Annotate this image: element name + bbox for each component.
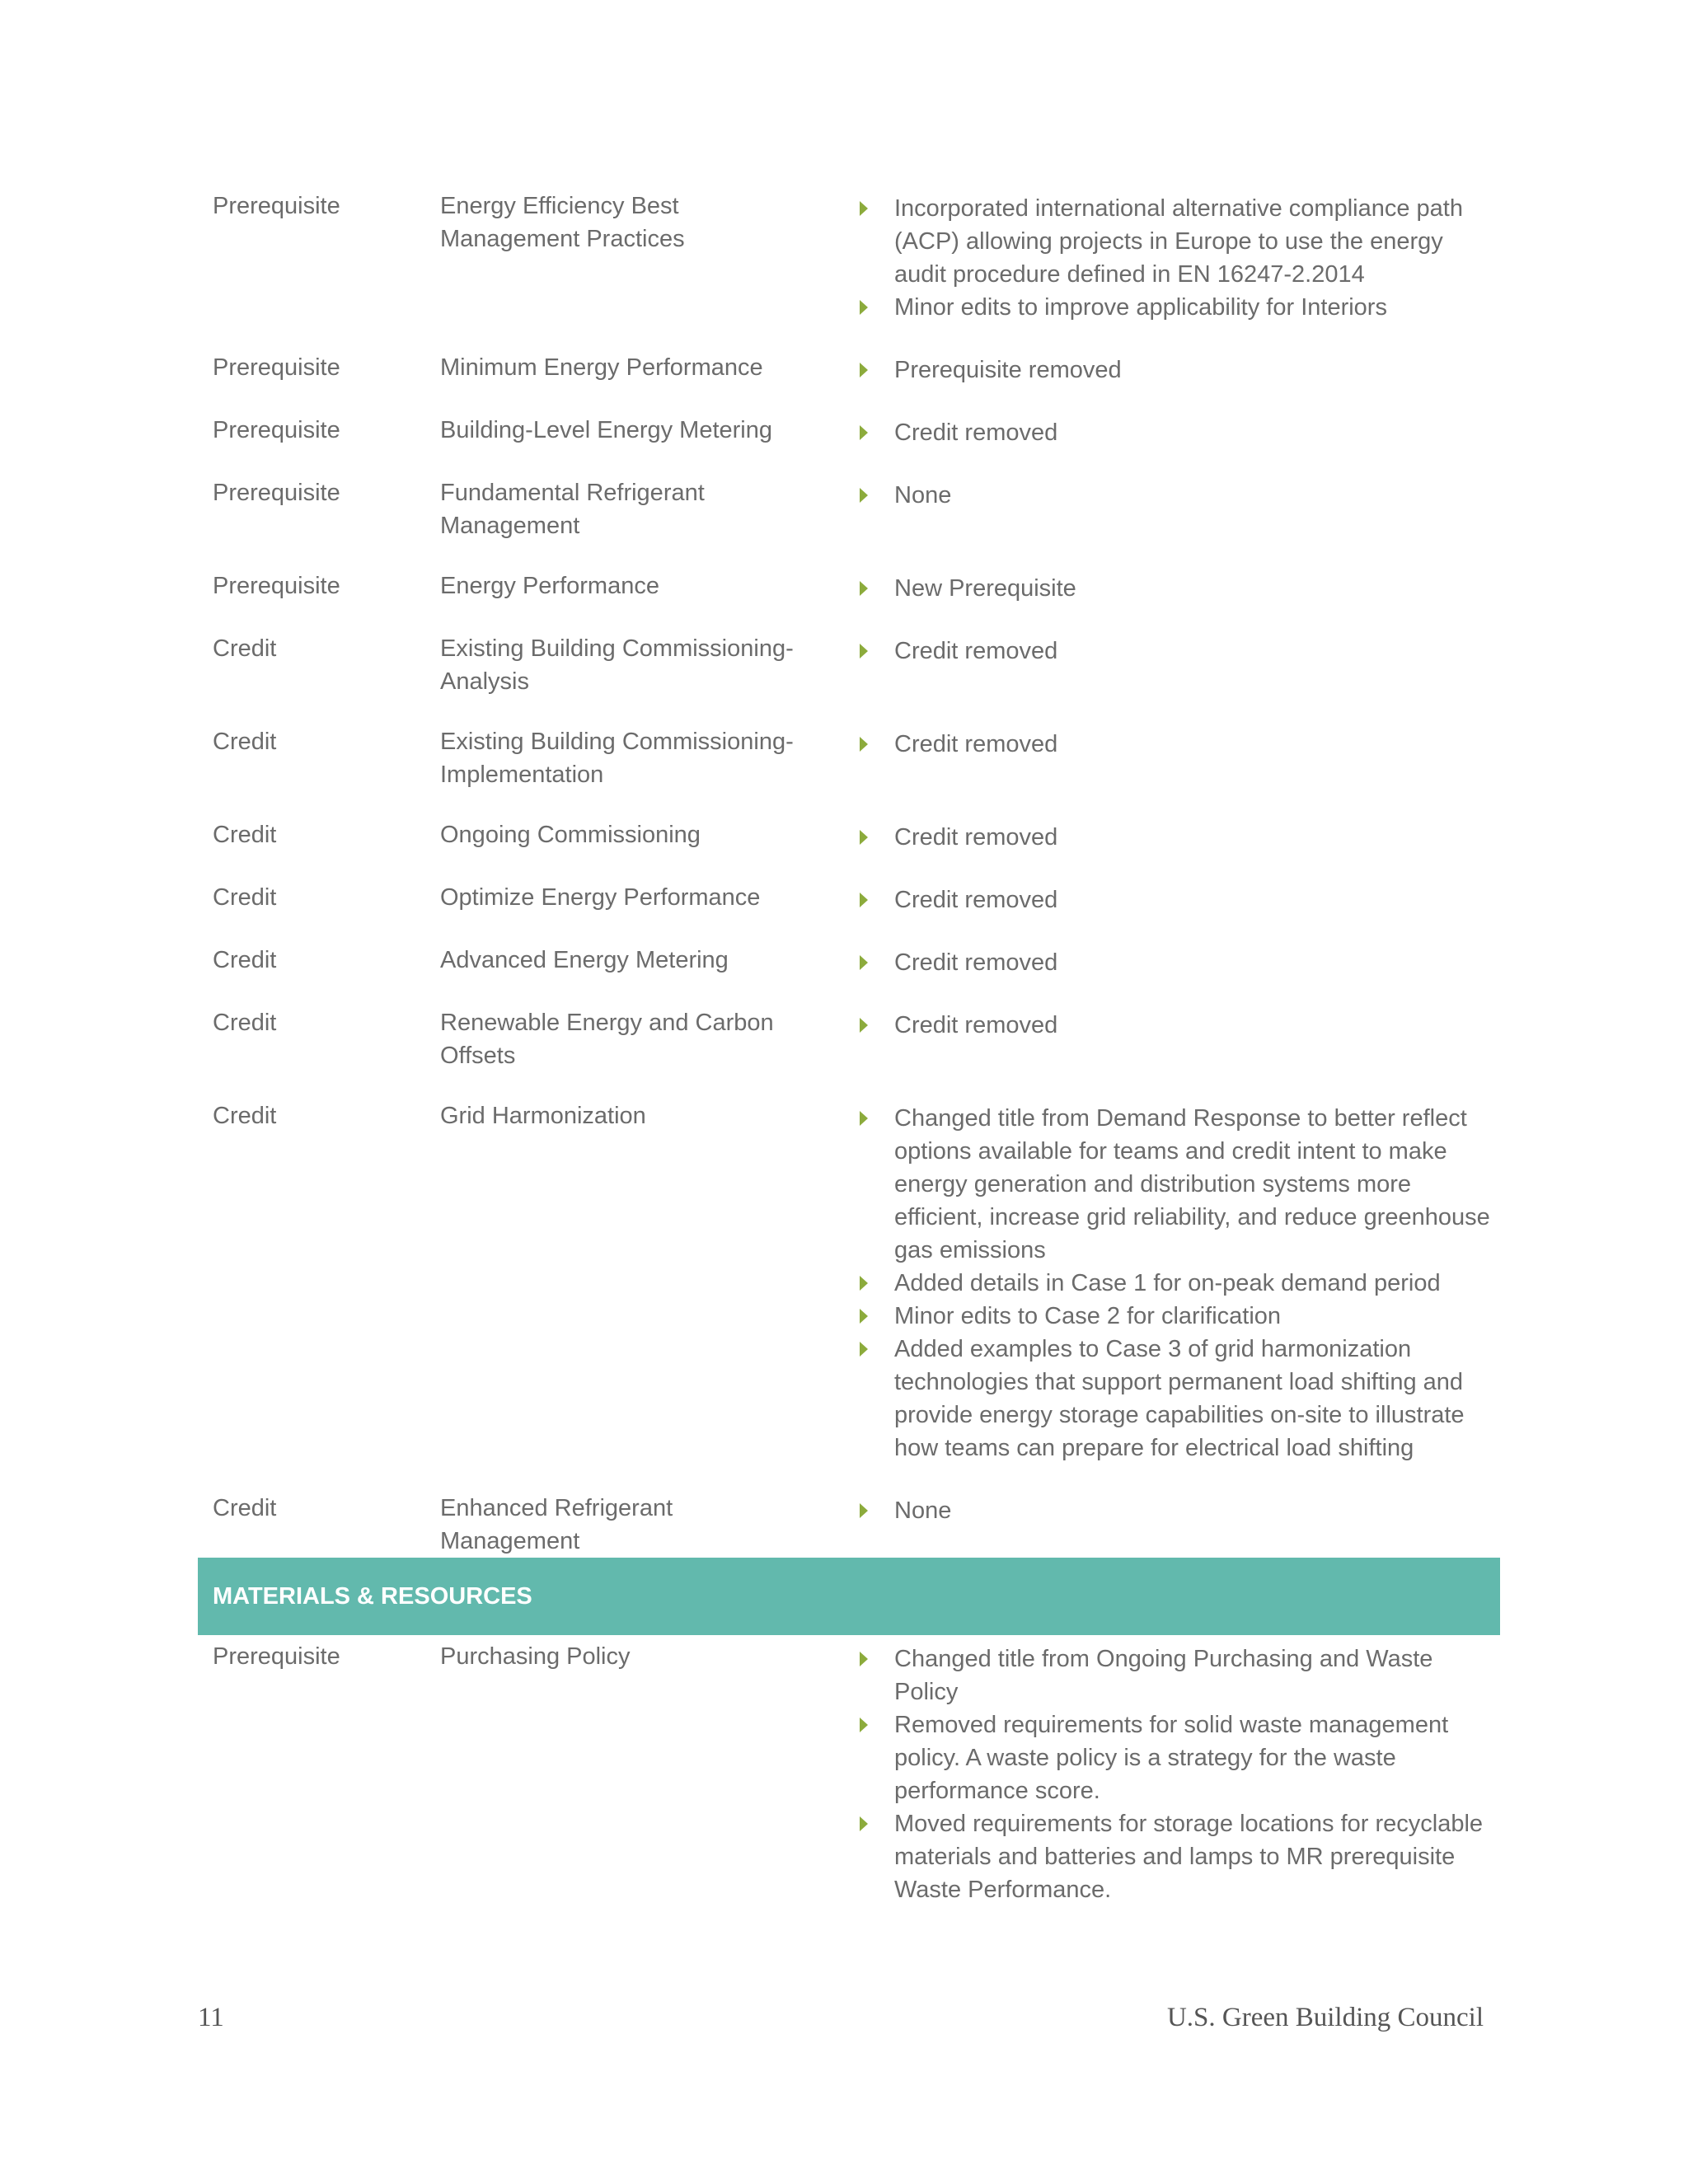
- row-notes: [814, 416, 1500, 449]
- row-type: Credit: [213, 1010, 277, 1036]
- page-footer: [198, 2003, 1484, 2033]
- row-name: Energy Efficiency Best Management Practices: [440, 193, 685, 252]
- row-notes: [814, 635, 1500, 668]
- note-item: Credit removed: [860, 821, 1500, 854]
- row-type: Prerequisite: [213, 1643, 340, 1670]
- row-name: Purchasing Policy: [440, 1643, 631, 1670]
- materials-rows: [198, 1640, 1500, 1933]
- row-type: Prerequisite: [213, 480, 340, 506]
- note-item: Changed title from Ongoing Purchasing and Waste Policy: [860, 1643, 1500, 1708]
- table-row: [198, 414, 1500, 476]
- note-item: Credit removed: [860, 883, 1500, 916]
- row-notes: [814, 354, 1500, 387]
- row-type: Prerequisite: [213, 573, 340, 599]
- note-item: Added examples to Case 3 of grid harmonization technologies that support permanent load shifting and provide energy storage capabilities on-site to illustrate how teams can prepare for electrical load shifting: [860, 1333, 1500, 1465]
- table-row: [198, 632, 1500, 725]
- table-row: [198, 1006, 1500, 1099]
- row-name: Ongoing Commissioning: [440, 822, 701, 848]
- note-item: New Prerequisite: [860, 572, 1500, 605]
- row-name: Grid Harmonization: [440, 1103, 646, 1129]
- row-type: Credit: [213, 729, 277, 755]
- note-item: Changed title from Demand Response to better reflect options available for teams and credit intent to make energy generation and distribution systems more efficient, increase grid reliability, and reduce greenhouse gas emissions: [860, 1102, 1500, 1267]
- energy-rows: [198, 190, 1500, 1558]
- note-item: Credit removed: [860, 946, 1500, 979]
- changes-table: [198, 190, 1500, 1933]
- row-type: Credit: [213, 1495, 277, 1521]
- row-type: Prerequisite: [213, 354, 340, 381]
- row-name: Existing Building Commissioning-Implementation: [440, 729, 794, 788]
- note-item: Removed requirements for solid waste management policy. A waste policy is a strategy for the waste performance score.: [860, 1708, 1500, 1807]
- section-title: MATERIALS & RESOURCES: [213, 1583, 532, 1610]
- row-type: Credit: [213, 884, 277, 911]
- footer-organization: U.S. Green Building Council: [1166, 2003, 1484, 2032]
- row-name: Optimize Energy Performance: [440, 884, 761, 911]
- row-notes: [814, 479, 1500, 512]
- note-item: Credit removed: [860, 635, 1500, 668]
- row-notes: [814, 946, 1500, 979]
- row-notes: [814, 1494, 1500, 1527]
- table-row: [198, 818, 1500, 881]
- table-row: [198, 1099, 1500, 1492]
- section-header-materials-resources: [198, 1558, 1500, 1635]
- row-notes: [814, 728, 1500, 761]
- row-notes: [814, 1009, 1500, 1042]
- row-name: Existing Building Commissioning- Analysis: [440, 635, 794, 695]
- note-item: Added details in Case 1 for on-peak demand period: [860, 1267, 1500, 1300]
- note-item: Prerequisite removed: [860, 354, 1500, 387]
- row-notes: [814, 1643, 1500, 1906]
- row-notes: [814, 192, 1500, 324]
- row-notes: [814, 1102, 1500, 1465]
- note-item: Credit removed: [860, 1009, 1500, 1042]
- table-row: [198, 725, 1500, 818]
- table-row: [198, 351, 1500, 414]
- row-name: Fundamental Refrigerant Management: [440, 480, 705, 539]
- page-number: 11: [198, 2003, 224, 2032]
- row-notes: [814, 572, 1500, 605]
- note-item: Incorporated international alternative compliance path (ACP) allowing projects in Europe to use the energy audit procedure defined in EN 16247-2.2014: [860, 192, 1500, 291]
- row-type: Credit: [213, 947, 277, 973]
- row-name: Minimum Energy Performance: [440, 354, 763, 381]
- row-type: Prerequisite: [213, 417, 340, 443]
- row-notes: [814, 883, 1500, 916]
- row-name: Enhanced Refrigerant Management: [440, 1495, 673, 1554]
- note-item: None: [860, 479, 1500, 512]
- row-name: Renewable Energy and Carbon Offsets: [440, 1010, 774, 1069]
- table-row: [198, 476, 1500, 569]
- row-notes: [814, 821, 1500, 854]
- row-type: Prerequisite: [213, 193, 340, 219]
- note-item: Credit removed: [860, 728, 1500, 761]
- note-item: Credit removed: [860, 416, 1500, 449]
- table-row: [198, 190, 1500, 351]
- note-item: Minor edits to Case 2 for clarification: [860, 1300, 1500, 1333]
- row-type: Credit: [213, 822, 277, 848]
- table-row: [198, 944, 1500, 1006]
- note-item: Moved requirements for storage locations for recyclable materials and batteries and lamps to MR prerequisite Waste Performance.: [860, 1807, 1500, 1906]
- note-item: Minor edits to improve applicability for Interiors: [860, 291, 1500, 324]
- table-row: [198, 881, 1500, 944]
- row-name: Energy Performance: [440, 573, 659, 599]
- table-row: [198, 1492, 1500, 1558]
- table-row: [198, 569, 1500, 632]
- table-row: [198, 1640, 1500, 1933]
- note-item: None: [860, 1494, 1500, 1527]
- row-type: Credit: [213, 1103, 277, 1129]
- row-type: Credit: [213, 635, 277, 662]
- row-name: Building-Level Energy Metering: [440, 417, 772, 443]
- row-name: Advanced Energy Metering: [440, 947, 729, 973]
